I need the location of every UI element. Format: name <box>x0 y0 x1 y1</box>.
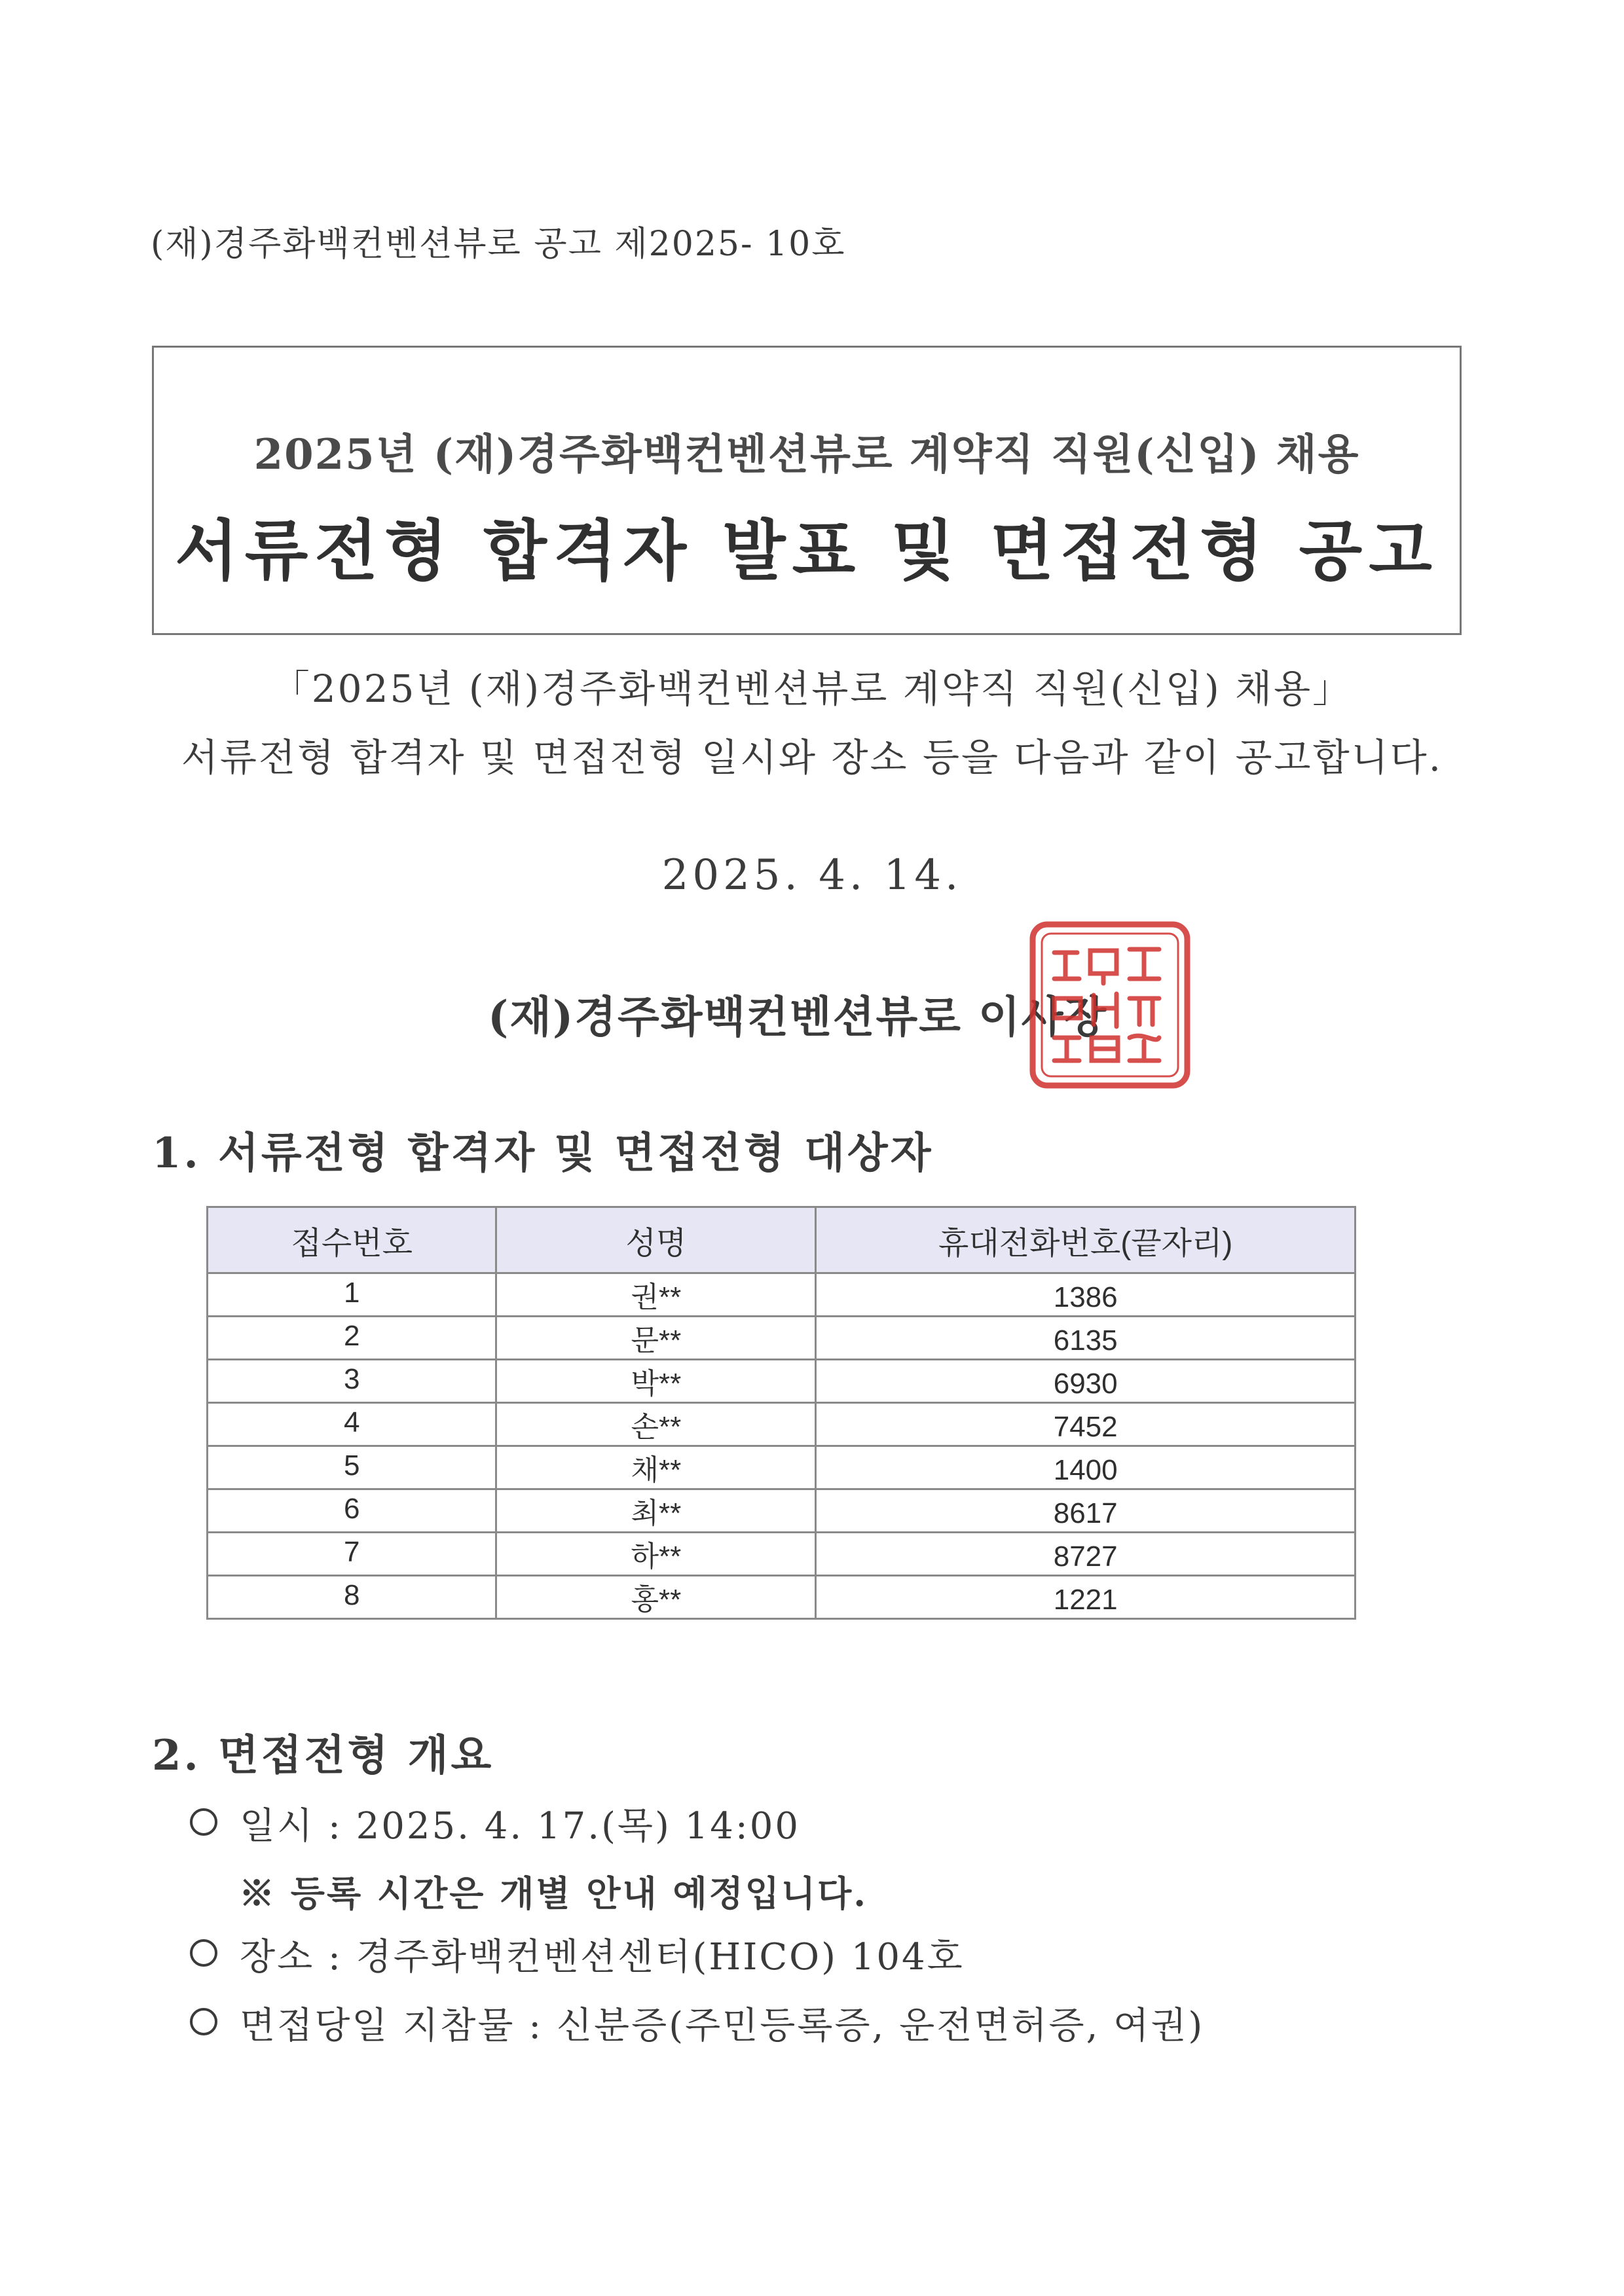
cell-phone: 7452 <box>816 1403 1356 1446</box>
cell-number: 5 <box>208 1446 496 1489</box>
interview-place <box>190 1928 965 1980</box>
cell-name: 손** <box>496 1403 816 1446</box>
cell-number: 2 <box>208 1317 496 1360</box>
cell-phone: 1386 <box>816 1273 1356 1317</box>
table-row <box>208 1403 1356 1446</box>
intro-line-2: 서류전형 합격자 및 면접전형 일시와 장소 등을 다음과 같이 공고합니다. <box>181 735 1443 780</box>
cell-name: 채** <box>496 1446 816 1489</box>
cell-name: 권** <box>496 1273 816 1317</box>
cell-phone: 8727 <box>816 1533 1356 1576</box>
hollow-circle-bullet-icon <box>190 1939 217 1967</box>
table-header-row <box>208 1207 1356 1273</box>
cell-number: 6 <box>208 1489 496 1533</box>
interview-datetime-text: 일시 : 2025. 4. 17.(목) 14:00 <box>240 1805 801 1848</box>
registration-note: ※ 등록 시간은 개별 안내 예정입니다. <box>239 1872 868 1914</box>
official-seal-stamp <box>1025 917 1195 1093</box>
interview-datetime <box>190 1797 800 1850</box>
hollow-circle-bullet-icon <box>190 1808 217 1836</box>
column-header-number: 접수번호 <box>208 1207 496 1273</box>
cell-phone: 1400 <box>816 1446 1356 1489</box>
announcement-date: 2025. 4. 14. <box>661 851 963 900</box>
section-1-heading: 1. 서류전형 합격자 및 면접전형 대상자 <box>152 1129 934 1178</box>
cell-phone: 1221 <box>816 1576 1356 1619</box>
title-box <box>152 346 1462 635</box>
cell-number: 4 <box>208 1403 496 1446</box>
notice-number: (재)경주화백컨벤션뷰로 공고 제2025- 10호 <box>151 225 846 264</box>
cell-phone: 8617 <box>816 1489 1356 1533</box>
candidate-table <box>206 1206 1356 1620</box>
items-to-bring <box>190 1997 1204 2049</box>
cell-number: 3 <box>208 1360 496 1403</box>
table-row <box>208 1360 1356 1403</box>
cell-phone: 6930 <box>816 1360 1356 1403</box>
cell-name: 홍** <box>496 1576 816 1619</box>
cell-name: 문** <box>496 1317 816 1360</box>
cell-phone: 6135 <box>816 1317 1356 1360</box>
interview-place-text: 장소 : 경주화백컨벤션센터(HICO) 104호 <box>240 1936 965 1978</box>
cell-name: 박** <box>496 1360 816 1403</box>
cell-number: 1 <box>208 1273 496 1317</box>
section-2-heading: 2. 면접전형 개요 <box>152 1731 494 1780</box>
hollow-circle-bullet-icon <box>190 2008 217 2035</box>
title-subtitle: 2025년 (재)경주화백컨벤션뷰로 계약직 직원(신입) 채용 <box>253 430 1360 479</box>
table-row <box>208 1533 1356 1576</box>
title-main: 서류전형 합격자 발표 및 면접전형 공고 <box>175 512 1439 589</box>
cell-name: 최** <box>496 1489 816 1533</box>
table-row <box>208 1446 1356 1489</box>
table-row <box>208 1489 1356 1533</box>
intro-line-1: 「2025년 (재)경주화백컨벤션뷰로 계약직 직원(신입) 채용」 <box>271 666 1353 711</box>
column-header-name: 성명 <box>496 1207 816 1273</box>
signer: (재)경주화백컨벤션뷰로 이사장 <box>488 991 1108 1042</box>
cell-number: 7 <box>208 1533 496 1576</box>
cell-number: 8 <box>208 1576 496 1619</box>
table-row <box>208 1273 1356 1317</box>
table-row <box>208 1576 1356 1619</box>
cell-name: 하** <box>496 1533 816 1576</box>
table-row <box>208 1317 1356 1360</box>
column-header-phone: 휴대전화번호(끝자리) <box>816 1207 1356 1273</box>
items-to-bring-text: 면접당일 지참물 : 신분증(주민등록증, 운전면허증, 여권) <box>240 2005 1205 2047</box>
